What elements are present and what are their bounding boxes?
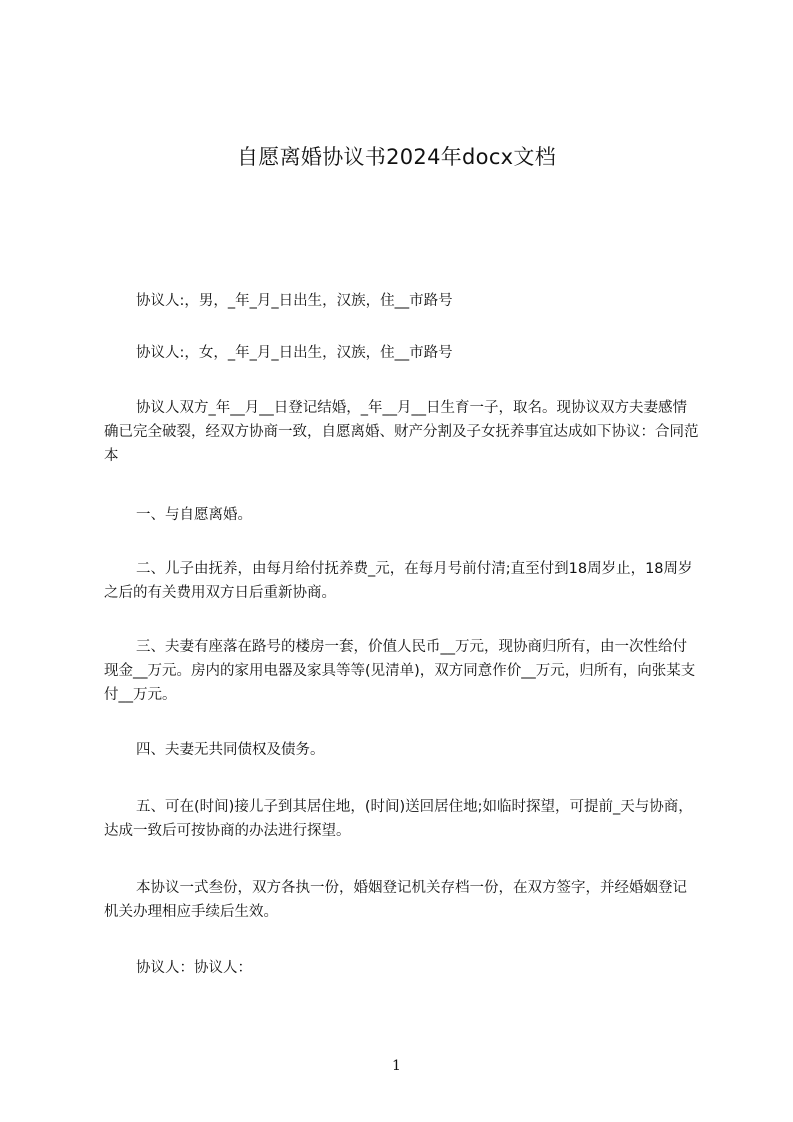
- intro-paragraph: 协议人双方_年__月__日登记结婚，_年__月__日生育一子，取名。现协议双方夫妻感情确已完全破裂，经双方协商一致，自愿离婚、财产分割及子女抚养事宜达成如下协议：合同范本: [104, 400, 699, 464]
- clause-4-paragraph: 四、夫妻无共同债权及债务。: [136, 742, 325, 758]
- clause-2-paragraph: 二、儿子由抚养，由每月给付抚养费_元，在每月号前付清;直至付到18周岁止，18周岁之后的有关费用双方日后重新协商。: [104, 561, 693, 601]
- copies-paragraph: 本协议一式叁份，双方各执一份，婚姻登记机关存档一份，在双方签字，并经婚姻登记机关办理相应手续后生效。: [104, 880, 687, 920]
- signature-line: 协议人：协议人：: [136, 960, 252, 976]
- party-male-paragraph: 协议人:，男，_年_月_日出生，汉族，住__市路号: [136, 293, 453, 309]
- party-female-paragraph: 协议人:，女，_年_月_日出生，汉族，住__市路号: [136, 345, 453, 361]
- page-number: 1: [392, 1058, 401, 1074]
- clause-5-paragraph: 五、可在(时间)接儿子到其居住地，(时间)送回居住地;如临时探望，可提前_天与协商，达成一致后可按协商的办法进行探望。: [104, 799, 693, 839]
- document-title: 自愿离婚协议书2024年docx文档: [237, 145, 556, 169]
- clause-1-paragraph: 一、与自愿离婚。: [136, 507, 252, 523]
- clause-3-paragraph: 三、夫妻有座落在路号的楼房一套，价值人民币__万元，现协商归所有，由一次性给付现金__万元。房内的家用电器及家具等等(见清单)，双方同意作价__万元，归所有，向张某支付__万元。: [104, 639, 696, 703]
